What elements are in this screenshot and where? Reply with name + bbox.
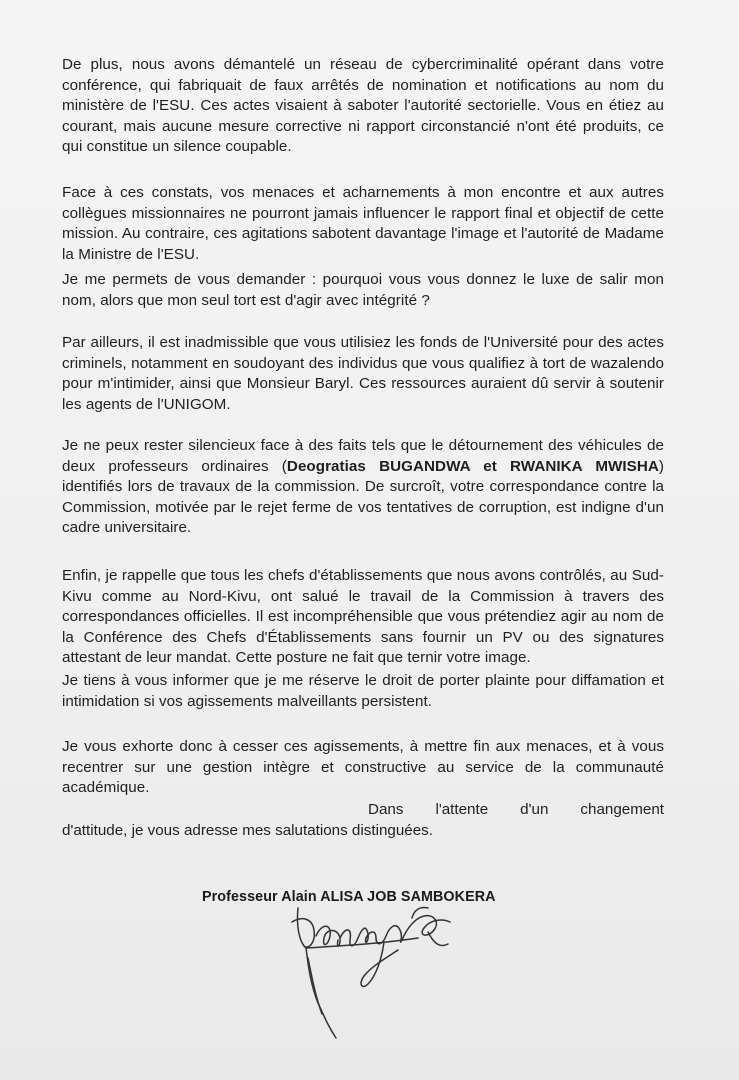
paragraph-complaint [62,671,664,712]
signatory-prefix: Professeur Alain [202,889,321,905]
paragraph-text: Je me permets de vous demander : pourquoi vous vous donnez le luxe de salir mon nom, alors que mon seul tort est d'agir avec intégrité ? [62,271,664,309]
paragraph-text: Enfin, je rappelle que tous les chefs d'établissements que nous avons contrôlés, au Sud-Kivu comme au Nord-Kivu, ont salué le travail de la Commission à travers des correspondances officielles. Il est incompréhensible que vous prétendiez agir au nom de la Conférence des Chefs d'Établissements sans fournir un PV ou des signatures attestant de leur mandat. Cette posture ne fait que ternir votre image. [62,567,664,667]
closing-line-1: Dans l'attente d'un changement [368,801,664,818]
paragraph-text: Je tiens à vous informer que je me réserve le droit de porter plainte pour diffamation et intimidation si vos agissements malveillants persistent. [62,672,664,710]
paragraph-question [62,270,664,311]
paragraph-text-before: Je ne peux rester silencieux face à des faits tels que le détournement des véhicules de deux professeurs ordinaires ( [62,437,664,475]
closing-line-2: d'attitude, je vous adresse mes salutations distinguées. [62,822,433,839]
handwritten-signature [278,888,468,1048]
paragraph-vehicles [62,436,664,539]
paragraph-text [62,436,664,539]
professors-names: Deogratias BUGANDWA et RWANIKA MWISHA [286,457,659,475]
paragraph-exhortation [62,737,664,799]
paragraph-text: Face à ces constats, vos menaces et acharnements à mon encontre et aux autres collègues missionnaires ne pourront jamais influencer le rapport final et objectif de cette mission. Au contraire, ces agitations sabotent davantage l'image et l'autorité de Madame la Ministre de l'ESU. [62,184,664,263]
paragraph-text: Par ailleurs, il est inadmissible que vous utilisiez les fonds de l'Université pour des actes criminels, notamment en soudoyant des individus que vous qualifiez à tort de wazalendo pour m'intimider, ainsi que Monsieur Baryl. Ces ressources auraient dû servir à soutenir les agents de l'UNIGOM. [62,334,664,413]
paragraph-text-after: ) identifiés lors de travaux de la commission. De surcroît, votre correspondance contre la Commission, motivée par le rejet ferme de vos tentatives de corruption, est indigne d'un cadre universitaire. [62,457,664,537]
paragraph-chefs-etablissements [62,566,664,669]
signatory-surname: ALISA JOB SAMBOKERA [320,889,496,905]
paragraph-university-funds [62,333,664,415]
paragraph-text: Je vous exhorte donc à cesser ces agissements, à mettre fin aux menaces, et à vous recentrer sur une gestion intègre et constructive au service de la communauté académique. [62,738,664,797]
paragraph-threats [62,183,664,265]
paragraph-cybercriminality [62,55,664,158]
paragraph-text: De plus, nous avons démantelé un réseau de cybercriminalité opérant dans votre conférence, qui fabriquait de faux arrêtés de nomination et notifications au nom du ministère de l'ESU. Ces actes visaient à saboter l'autorité sectorielle. Vous en étiez au courant, mais aucune mesure corrective ni rapport circonstancié n'ont été produits, ce qui constitue un silence coupable. [62,56,664,156]
